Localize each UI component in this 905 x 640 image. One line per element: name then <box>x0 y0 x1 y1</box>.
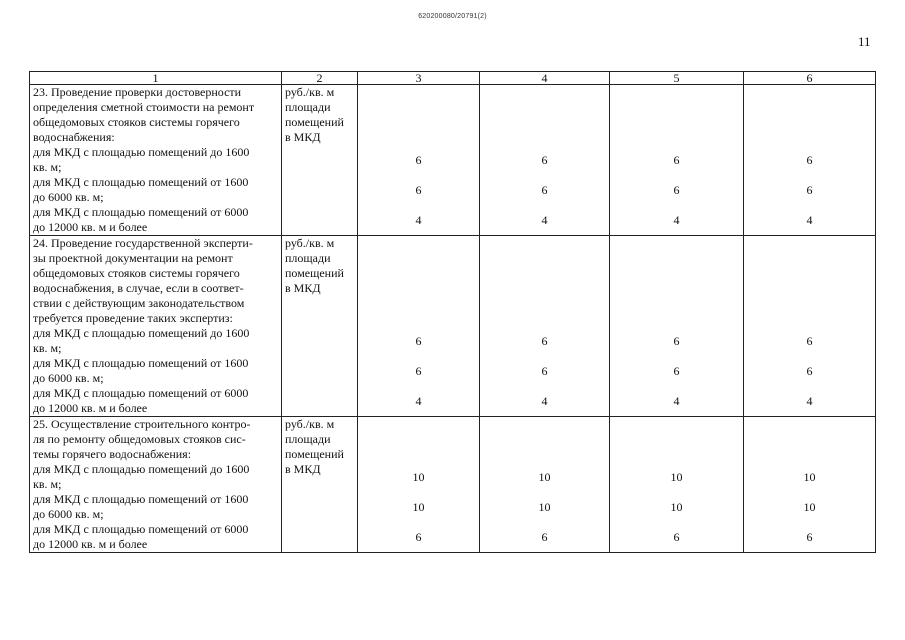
subrow-label-line: до 12000 кв. м и более <box>33 401 148 415</box>
value-cell: 6 <box>415 183 422 197</box>
item-title-line: темы горячего водоснабжения: <box>33 447 192 461</box>
subrow-label-line: для МКД с площадью помещений от 6000 <box>33 522 249 536</box>
value-column-5 <box>610 85 744 236</box>
value-cell: 6 <box>673 153 680 167</box>
subrow-label-line: для МКД с площадью помещений до 1600 <box>33 326 250 340</box>
value-cell: 6 <box>806 334 813 348</box>
value-cell: 6 <box>673 334 680 348</box>
value-cell: 10 <box>412 500 425 514</box>
value-cell: 10 <box>803 470 816 484</box>
value-column-6 <box>744 85 876 236</box>
unit-line: руб./кв. м <box>285 417 335 431</box>
unit-cell <box>282 85 358 236</box>
value-cell: 4 <box>541 213 548 227</box>
item-title-line: ствии с действующим законодательством <box>33 296 245 310</box>
value-cell: 10 <box>803 500 816 514</box>
value-cell: 10 <box>538 500 551 514</box>
subrow-label-line: до 6000 кв. м; <box>33 371 104 385</box>
value-cell: 6 <box>673 183 680 197</box>
value-cell: 6 <box>415 364 422 378</box>
unit-line: руб./кв. м <box>285 85 335 99</box>
subrow-label-line: для МКД с площадью помещений от 1600 <box>33 492 249 506</box>
value-cell: 10 <box>670 500 683 514</box>
value-cell: 4 <box>673 394 680 408</box>
item-title-line: 25. Осуществление строительного контро- <box>33 417 251 431</box>
page-number: 11 <box>858 34 871 49</box>
value-cell: 6 <box>541 153 548 167</box>
column-header: 4 <box>480 72 610 85</box>
unit-line: помещений <box>285 266 344 280</box>
value-cell: 6 <box>806 153 813 167</box>
value-column-5 <box>610 236 744 417</box>
value-cell: 6 <box>415 153 422 167</box>
unit-line: площади <box>285 251 331 265</box>
subrow-label-line: для МКД с площадью помещений от 6000 <box>33 386 249 400</box>
unit-line: площади <box>285 100 331 114</box>
table-row <box>30 85 876 236</box>
value-cell: 10 <box>538 470 551 484</box>
unit-cell <box>282 236 358 417</box>
value-column-6 <box>744 236 876 417</box>
column-header: 2 <box>282 72 358 85</box>
value-cell: 6 <box>806 183 813 197</box>
subrow-label-line: кв. м; <box>33 160 62 174</box>
value-cell: 4 <box>806 213 813 227</box>
value-column-3 <box>358 417 480 553</box>
item-title-line: 24. Проведение государственной эксперти- <box>33 236 253 250</box>
subrow-label-line: для МКД с площадью помещений до 1600 <box>33 145 250 159</box>
subrow-label-line: кв. м; <box>33 477 62 491</box>
subrow-label-line: для МКД с площадью помещений от 1600 <box>33 356 249 370</box>
unit-line: площади <box>285 432 331 446</box>
value-cell: 6 <box>806 530 813 544</box>
column-header: 3 <box>358 72 480 85</box>
document-code: 620200080/20791(2) <box>418 13 487 20</box>
value-column-3 <box>358 85 480 236</box>
value-cell: 4 <box>806 394 813 408</box>
subrow-label-line: до 6000 кв. м; <box>33 190 104 204</box>
value-cell: 6 <box>415 530 422 544</box>
value-cell: 4 <box>415 394 422 408</box>
column-header: 6 <box>744 72 876 85</box>
subrow-label-line: кв. м; <box>33 341 62 355</box>
value-cell: 6 <box>541 530 548 544</box>
unit-line: помещений <box>285 447 344 461</box>
item-title-line: общедомовых стояков системы горячего <box>33 115 240 129</box>
value-cell: 4 <box>673 213 680 227</box>
subrow-label-line: для МКД с площадью помещений до 1600 <box>33 462 250 476</box>
value-column-4 <box>480 85 610 236</box>
unit-cell <box>282 417 358 553</box>
subrow-label-line: до 12000 кв. м и более <box>33 537 148 551</box>
tariff-table <box>29 71 876 553</box>
item-description <box>30 85 282 236</box>
item-title-line: зы проектной документации на ремонт <box>33 251 233 265</box>
value-column-4 <box>480 236 610 417</box>
value-column-5 <box>610 417 744 553</box>
value-cell: 10 <box>670 470 683 484</box>
value-column-3 <box>358 236 480 417</box>
item-title-line: водоснабжения, в случае, если в соответ- <box>33 281 244 295</box>
table-header-row <box>30 72 876 85</box>
unit-line: в МКД <box>285 130 321 144</box>
table-row <box>30 236 876 417</box>
table-row <box>30 417 876 553</box>
subrow-label-line: для МКД с площадью помещений от 1600 <box>33 175 249 189</box>
item-title-line: водоснабжения: <box>33 130 115 144</box>
value-cell: 4 <box>541 394 548 408</box>
unit-line: руб./кв. м <box>285 236 335 250</box>
unit-line: помещений <box>285 115 344 129</box>
value-cell: 6 <box>541 364 548 378</box>
column-header: 5 <box>610 72 744 85</box>
unit-line: в МКД <box>285 462 321 476</box>
column-header: 1 <box>30 72 282 85</box>
subrow-label-line: для МКД с площадью помещений от 6000 <box>33 205 249 219</box>
item-title-line: 23. Проведение проверки достоверности <box>33 85 242 99</box>
value-cell: 6 <box>673 364 680 378</box>
item-title-line: требуется проведение таких экспертиз: <box>33 311 233 325</box>
subrow-label-line: до 6000 кв. м; <box>33 507 104 521</box>
value-column-6 <box>744 417 876 553</box>
value-cell: 6 <box>673 530 680 544</box>
value-cell: 6 <box>415 334 422 348</box>
item-description <box>30 417 282 553</box>
unit-line: в МКД <box>285 281 321 295</box>
item-title-line: общедомовых стояков системы горячего <box>33 266 240 280</box>
subrow-label-line: до 12000 кв. м и более <box>33 220 148 234</box>
item-title-line: ля по ремонту общедомовых стояков сис- <box>33 432 246 446</box>
value-cell: 6 <box>541 183 548 197</box>
value-cell: 4 <box>415 213 422 227</box>
value-cell: 10 <box>412 470 425 484</box>
value-column-4 <box>480 417 610 553</box>
item-description <box>30 236 282 417</box>
item-title-line: определения сметной стоимости на ремонт <box>33 100 255 114</box>
value-cell: 6 <box>806 364 813 378</box>
value-cell: 6 <box>541 334 548 348</box>
